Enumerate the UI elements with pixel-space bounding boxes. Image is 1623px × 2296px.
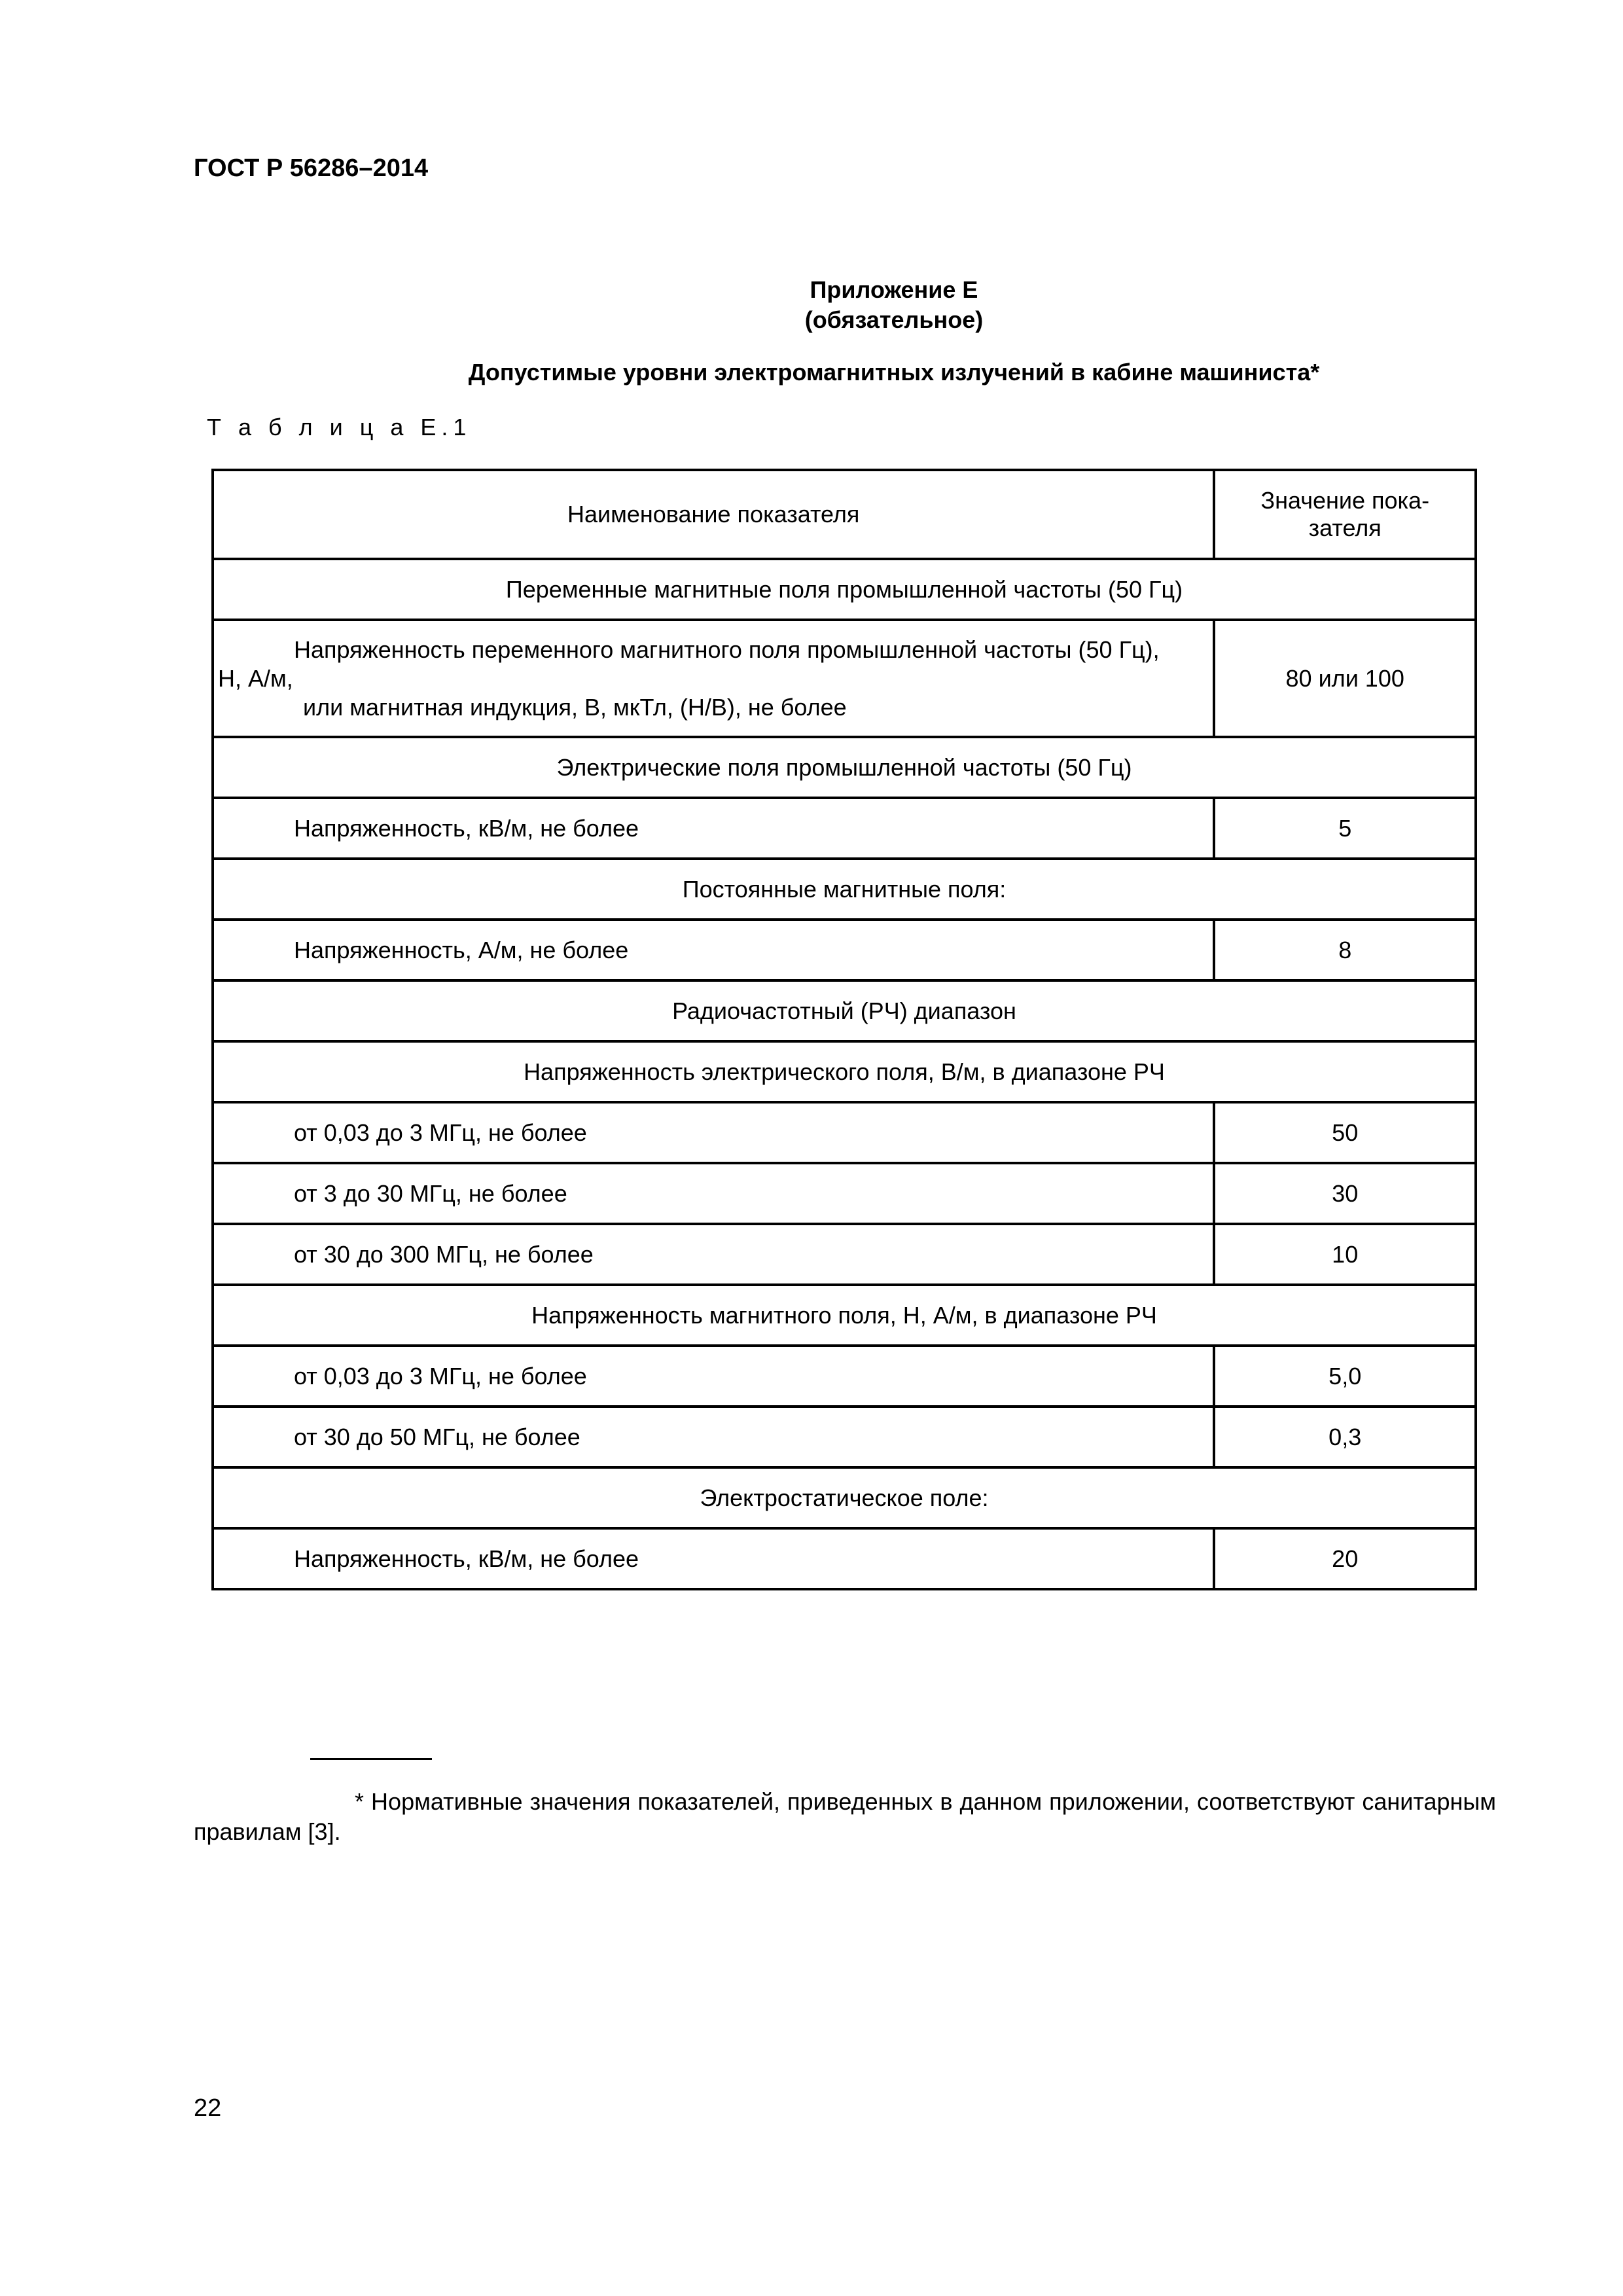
table-section-row [213,859,1476,920]
section-label: Переменные магнитные поля промышленной частоты (50 Гц) [213,559,1476,620]
row-name-line3: или магнитная индукция, В, мкТл, (Н/В), не более [303,693,847,721]
row-value: 8 [1214,920,1476,980]
row-name: от 30 до 300 МГц, не более [213,1224,1214,1285]
row-value: 20 [1214,1528,1476,1589]
footnote-divider [310,1758,432,1760]
appendix-title [0,275,1623,335]
table-row [213,1528,1476,1589]
column-header-value-line2: зателя [1308,514,1382,541]
row-value: 5 [1214,798,1476,859]
row-name-line1: Напряженность переменного магнитного поля промышленной частоты (50 Гц), [294,636,1160,663]
section-label: Электростатическое поле: [213,1467,1476,1528]
row-name: Напряженность, кВ/м, не более [213,1528,1214,1589]
table-section-row [213,559,1476,620]
row-name: Напряженность, А/м, не более [213,920,1214,980]
column-header-value-line1: Значение пока- [1260,487,1430,514]
table-row [213,1224,1476,1285]
section-label: Напряженность магнитного поля, Н, А/м, в диапазоне РЧ [213,1285,1476,1346]
table-section-row [213,737,1476,798]
row-value: 80 или 100 [1214,620,1476,737]
appendix-status: (обязательное) [804,306,984,333]
row-value: 30 [1214,1163,1476,1224]
row-value: 5,0 [1214,1346,1476,1407]
row-name: от 30 до 50 МГц, не более [213,1407,1214,1467]
page-number: 22 [194,2094,222,2122]
row-name: Напряженность, кВ/м, не более [213,798,1214,859]
footnote: * Нормативные значения показателей, приведенных в данном приложении, соответствуют санитарным правилам [3]. [194,1788,1496,1845]
row-value: 10 [1214,1224,1476,1285]
row-name-line2: Н, А/м, [218,664,293,692]
table-row [213,1407,1476,1467]
table-section-row [213,980,1476,1041]
section-label: Радиочастотный (РЧ) диапазон [213,980,1476,1041]
table-row [213,1163,1476,1224]
section-label: Электрические поля промышленной частоты (50 Гц) [213,737,1476,798]
document-code: ГОСТ Р 56286–2014 [194,154,429,182]
row-name: от 0,03 до 3 МГц, не более [213,1346,1214,1407]
row-name: от 0,03 до 3 МГц, не более [213,1102,1214,1163]
limits-table [211,469,1477,1590]
table-section-row [213,1041,1476,1102]
column-header-name: Наименование показателя [213,470,1214,559]
section-label: Постоянные магнитные поля: [213,859,1476,920]
table-section-row [213,1467,1476,1528]
section-label: Напряженность электрического поля, В/м, в диапазоне РЧ [213,1041,1476,1102]
appendix-name: Приложение Е [810,276,978,303]
table-label: Т а б л и ц а Е.1 [207,414,472,440]
table-heading: Допустимые уровни электромагнитных излучений в кабине машиниста* [468,359,1320,386]
table-header-row [213,470,1476,559]
table-row [213,1346,1476,1407]
table-row [213,620,1476,737]
table-row [213,1102,1476,1163]
column-header-value [1214,470,1476,559]
table-section-row [213,1285,1476,1346]
table-row [213,920,1476,980]
row-value: 0,3 [1214,1407,1476,1467]
row-name [213,620,1214,737]
table-row [213,798,1476,859]
row-name: от 3 до 30 МГц, не более [213,1163,1214,1224]
row-value: 50 [1214,1102,1476,1163]
